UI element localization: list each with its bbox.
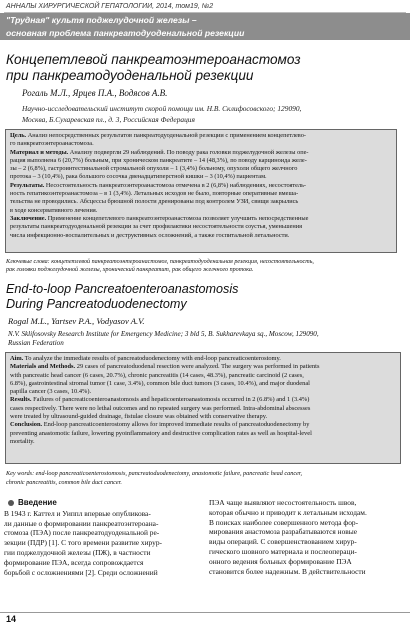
abstract-section-label: Цель. [10,132,27,139]
body-text-line: В 1943 г. Каттел и Уиппл впервые опубликова- [4,508,151,518]
ru-authors: Рогаль М.Л., Ярцев П.А., Водясов А.В. [22,88,168,98]
body-text-line: мирования анастомоза разрабатываются новые [209,527,357,537]
abstract-line [10,413,396,421]
abstract-text: ность гепатикоэнтероанастомоза – в 1 (3,4%). Летальных исходов не было, повторные оперативные вмеша- [10,190,299,198]
en-affiliation [8,330,404,349]
abstract-line [10,396,396,404]
body-text-line: борьбой с осложнениями [2]. Среди осложнений [4,567,158,577]
ru-affil-line-2: Москва, Б.Сухаревская пл., д. 3, Российская Федерация [22,114,195,124]
en-title-line-1: End-to-loop Pancreatoenteroanastomosis [6,282,239,296]
abstract-section-label: Материал и методы. [10,148,69,156]
abstract-text: mortality. [10,437,35,445]
abstract-text: числа инфекционно-воспалительных и деструктивных осложнений, а также госпитальной летальности. [10,231,290,239]
en-keywords [6,470,404,487]
page-number: 14 [6,614,17,624]
ru-affil-line-1: Научно-исследовательский институт скорой помощи им. Н.В. Склифосовского; 129090, [22,104,302,113]
body-text-line: формирование ПЭА, всегда сопровождается [4,557,144,567]
ru-keywords [6,258,404,275]
page-footer [0,610,410,629]
abstract-text: 6.8%), gastrointestinal stromal tumor (1 case, 3.4%), common bile duct tumors (3 cases, 10.4%), and major duodenal [10,379,310,387]
body-column-left [4,498,199,577]
abstract-line [10,232,392,240]
section-heading [4,498,199,508]
en-abstract-box [5,352,401,464]
abstract-line [10,438,396,446]
abstract-line [10,215,392,223]
abstract-line [10,132,392,140]
abstract-line [10,190,392,198]
en-title-line-2: During Pancreatoduodenectomy [6,297,187,311]
abstract-line [10,372,396,380]
abstract-section-label: Results. [10,396,32,404]
abstract-text: cases respectively. There were no lethal outcomes and no repeated surgery was performed. Intra-abdominal abscesses [10,404,311,412]
abstract-section-label: Materials and Methods. [10,363,76,371]
abstract-text: preventing anastomotic failure, lowering pyoinflammatory and destructive complication rates as well as hospital-level [10,429,312,437]
keywords-line: рак головки поджелудочной железы, хронический панкреатит, рак общего желчного протока. [6,267,254,274]
abstract-section-label: Aim. [10,355,24,362]
abstract-line [10,182,392,190]
topic-banner [0,13,410,40]
abstract-line [10,165,392,173]
abstract-text: 29 cases of pancreatoduodenal resection were analyzed. The surgery was performed in patients [75,363,320,371]
abstract-text: Применение концепетлевого панкреатоэнтероанастомоза позволяет улучшить непосредственные [46,214,309,222]
abstract-text: To analyze the immediate results of pancreatoduodenectomy with end-loop pancreaticoenterostomy. [23,355,281,362]
abstract-line [10,207,392,215]
topic-line-1: "Трудная" культя поджелудочной железы – [6,15,197,25]
keywords-line: chronic pancreatitis, common bile duct cancer. [6,478,122,486]
ru-title-line-1: Концепетлевой панкреатоэнтероанастомоз [6,52,301,67]
topic-line-2: основная проблема панкреатодуоденальной резекции [6,27,245,38]
body-text-line: стомоза (ПЭА) после панкреатодуоденальной ре- [4,528,160,538]
section-title: Введение [18,498,57,507]
en-affil-line-2: Russian Federation [8,339,64,348]
abstract-text: papilla cancer (3 cases, 10.4%). [10,388,92,396]
keywords-line: Key words: end-loop pancreaticoenterostomosis, pancreatoduodenectomy, anastomotic failure, pancreatic head cancer, [6,470,303,477]
ru-affiliation [22,104,402,125]
abstract-text: Failures of pancreaticoenteroanastomosis and hepaticoenteroanastomosis occurred in 2 (6.8%) and 1 (3.4%) [31,396,310,404]
body-text-line: гии поджелудочной железы (ПЖ), в частности [4,547,151,557]
body-text-line: становится более надежным. В действительности [209,566,366,576]
en-authors: Rogal M.L., Yartsev P.A., Vodyasov A.V. [8,316,145,326]
abstract-text: тельства не проводились. Абсцессы брюшной полости дренированы под контролем УЗИ, свищи закрылись [10,198,299,206]
body-text-line: виды операций. С совершенствованием хирур- [209,537,357,547]
abstract-section-label: Заключение. [10,214,47,222]
abstract-line [10,380,396,388]
abstract-section-label: Conclusion. [10,421,43,429]
abstract-line [10,198,392,206]
body-text-line: онного ведения больных формирование ПЭА [209,556,352,566]
abstract-line [10,430,396,438]
abstract-line [10,388,396,396]
bullet-circle-icon [8,500,14,506]
abstract-text: Анализу подвергли 29 наблюдений. По поводу рака головки поджелудочной железы опе- [68,148,309,156]
body-text-line: гического шовного материала и послеопераци- [209,546,357,556]
abstract-line [10,355,396,363]
abstract-text: зы – 2 (6,8%), гастроинтестинальной стромальной опухоли – 1 (3,4%) больному, опухоли общего желчного [10,165,298,173]
ru-article-title [6,52,406,83]
en-affil-line-1: N.V. Sklifosovsky Research Institute for Emergency Medicine; 3 bld 5, B. Sukharevkaya sq., Moscow, 129090, [8,330,319,338]
abstract-text: were treated by ultrasound-guided drainage, fistulae closure was obtained with conservative therapy. [10,413,268,421]
abstract-line [10,157,392,165]
keywords-line: Ключевые слова: концепетлевой панкреатоэнтероанастомоз, панкреатодуоденальная резекция, несостоятельность, [6,259,314,265]
abstract-line [10,223,392,231]
journal-header: АННАЛЫ ХИРУРГИЧЕСКОЙ ГЕПАТОЛОГИИ, 2014, том19, №2 [4,2,406,13]
body-text-line: В поисках наиболее совершенного метода фор- [209,517,359,527]
body-text-line: ПЭА чаще выявляют несостоятельность швов, [209,498,357,507]
body-text-line: ли данные о формировании панкреатоэнтероана- [4,518,159,528]
abstract-line [10,363,396,371]
footer-divider [0,612,410,613]
body-text-line: зекции (ПДР) [1]. С того времени развитие хирур- [4,538,163,548]
abstract-text: протока – 3 (10,4%), рака большого сосочка двенадцатиперстной кишки – 3 (10,4%) пациентам. [10,173,267,181]
ru-abstract-box [5,129,397,253]
abstract-text: Анализ непосредственных результатов панкреатодуоденальной резекции с применением концепетлево- [26,132,306,139]
abstract-line [10,421,396,429]
abstract-line [10,149,392,157]
abstract-text: Несостоятельность панкреатоэнтероанастомоза отмечена в 2 (6,8%) наблюдениях, несостоятель- [44,181,307,189]
abstract-text: рация выполнена 6 (20,7%) больным, при хроническом панкреатите – 14 (48,3%), по поводу карциноида желе- [10,156,307,164]
body-text-line: которая обычно и приводит к летальным исходам. [209,507,367,517]
en-article-title [6,282,238,312]
abstract-section-label: Результаты. [10,181,45,189]
abstract-line [10,173,392,181]
abstract-text: го панкреатоэнтероанастомоза. [10,140,94,148]
abstract-text: в ходе консервативного лечения. [10,206,98,214]
abstract-text: результаты панкреатодуоденальной резекции за счет профилактики несостоятельности соустья, уменьшения [10,223,303,231]
ru-title-line-2: при панкреатодуоденальной резекции [6,67,254,83]
abstract-line [10,140,392,148]
abstract-text: with pancreatic head cancer (6 cases, 20.7%), chronic pancreatitis (14 cases, 48.3%), pancreatic carcinoid (2 cases, [10,371,304,379]
body-column-right [209,498,405,576]
abstract-line [10,405,396,413]
abstract-text: End-loop pancreaticoenterostomy allows for improved immediate results of pancreatoduodenectomy by [42,421,310,429]
